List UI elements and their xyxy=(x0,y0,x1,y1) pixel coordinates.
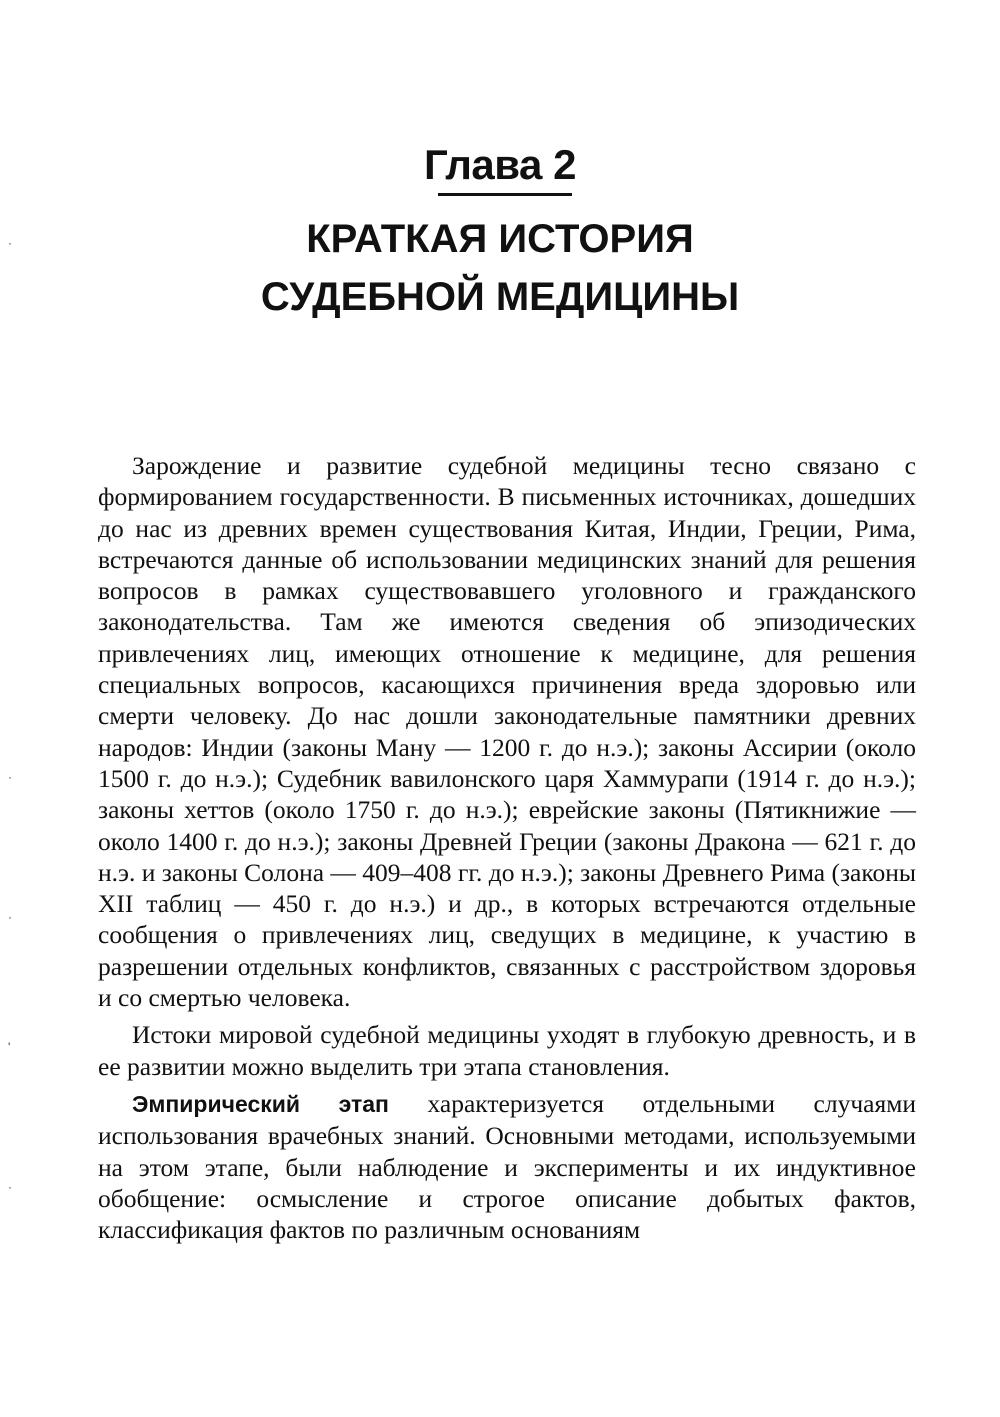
paragraph-1: Зарождение и развитие судебной медицины тесно связано с формированием государственности. В письменных источниках, дошедших до нас из древних времен существования Китая, Индии, Греции, Рима, встречаются данные об использовании медицинских знаний для решения вопросов в рамках существовавшего уголовного и гражданского законодательства. Там же имеются сведения об эпизодических привлечениях лиц, имеющих отношение к медицине, для решения специальных вопросов, касающихся причинения вреда здоровью или смерти человеку. До нас дошли законодательные памятники древних народов: Индии (законы Ману — 1200 г. до н.э.); законы Ассирии (около 1500 г. до н.э.); Судебник вавилонского царя Хаммурапи (1914 г. до н.э.); законы хеттов (около 1750 г. до н.э.); еврейские законы (Пятикнижие — около 1400 г. до н.э.); законы Древней Греции (законы Дракона — 621 г. до н.э. и законы Солона — 409–408 гг. до н.э.); законы Древнего Рима (законы XII таблиц — 450 г. до н.э.) и др., в которых встречаются отдельные сообщения о привлечениях лиц, сведущих в медицине, к участию в разрешении отдельных конфликтов, связанных с расстройством здоровья и со смертью человека. xyxy=(98,451,916,1013)
paragraph-3 xyxy=(98,1088,916,1245)
bold-lead-term: Эмпирический этап xyxy=(132,1090,389,1117)
scan-speck: ' xyxy=(8,1040,11,1054)
scan-speck: · xyxy=(8,1180,12,1194)
chapter-title-line-1: КРАТКАЯ ИСТОРИЯ xyxy=(306,217,694,261)
chapter-title xyxy=(0,210,1000,326)
chapter-label: Глава 2 xyxy=(424,141,576,188)
scan-speck: · xyxy=(8,770,12,784)
body-text xyxy=(98,450,916,1251)
paragraph-3-text: характеризуется отдельными случаями использования врачебных знаний. Основными методами, используемыми на этом этапе, были наблюдение и эксперименты и их индуктивное обобщение: осмысление и строгое описание добытых фактов, классификация фактов по различным основаниям xyxy=(98,1088,916,1245)
chapter-underline xyxy=(438,193,572,196)
scan-speck: · xyxy=(8,910,12,924)
paragraph-2: Истоки мировой судебной медицины уходят в глубокую древность, и в ее развитии можно выделить три этапа становления. xyxy=(98,1020,916,1081)
chapter-title-line-2: СУДЕБНОЙ МЕДИЦИНЫ xyxy=(260,275,740,319)
scan-speck: · xyxy=(8,236,12,250)
